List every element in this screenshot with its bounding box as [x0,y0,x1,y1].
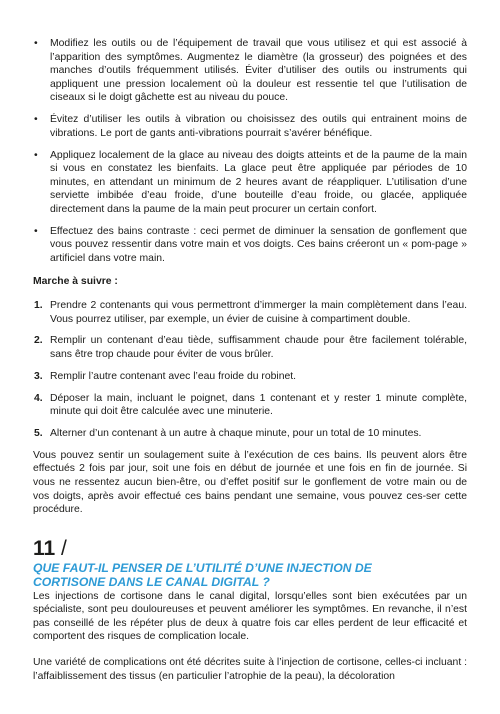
step-number: 3. [34,370,43,382]
bullet-icon: • [34,114,38,126]
list-item: • Modifiez les outils ou de l’équipement de travail que vous utilisez et qui est associé à l’apparition des symptômes. Augmentez le diamètre (la grosseur) des poignées et des manches d’outils fréquemment utilisés. Éviter d’utiliser des outils ou instruments qui appliquent une pression localement où la douleur est ressentie tel que l’utilisation de ciseaux si le doigt gâchette est au niveau du pouce. [34,38,467,104]
bullet-icon: • [34,149,38,161]
section-title: QUE FAUT-IL PENSER DE L’UTILITÉ D’UNE INJECTION DE CORTISONE DANS LE CANAL DIGITAL ? [33,560,372,590]
steps-list [33,299,467,441]
steps-heading: Marche à suivre : [33,276,118,288]
section-paragraph-1: Les injections de cortisone dans le canal digital, lorsqu’elles sont bien exécutées par un spécialiste, sont peu douloureuses et peuvent améliorer les symptômes. En revanche, il n’est pas conseillé de les répéter plus de deux à quatre fois car elles perdent de leur efficacité et comportent des risques de complication locale. [33,590,467,643]
step-number: 5. [34,427,43,439]
step-item: 5. Alterner d’un contenant à un autre à chaque minute, pour un total de 10 minutes. [34,427,422,439]
bullet-icon: • [34,38,38,49]
step-item: 4. Déposer la main, incluant le poignet, dans 1 contenant et y rester 1 minute complète, minute qui doit être calculée avec une minuterie. [34,392,467,418]
step-item: 3. Remplir l’autre contenant avec l’eau froide du robinet. [34,370,297,382]
after-steps-paragraph: Vous pouvez sentir un soulagement suite à l’exécution de ces bains. Ils peuvent alors être effectués 2 fois par jour, soit une fois en début de journée et une fois en fin de journée. Si vous ne ressentez aucun bien-être, ou d’effet positif sur le gonflement de votre main ou de vos doigts, après avoir effectué ces bains pendant une semaine, vous pouvez ces-ser cette procédure. [33,449,467,516]
list-item: • Appliquez localement de la glace au niveau des doigts atteints et de la paume de la main si vous en constatez les bienfaits. La glace peut être appliquée par périodes de 10 minutes, en attendant un minimum de 2 heures avant de réappliquer. L’utilisation d’une serviette imbibée d’eau froide, d’une bouteille d’eau froide, ou glacée, appliquée directement dans la paume de la main peut procurer un certain confort. [34,149,467,215]
list-item: • Évitez d’utiliser les outils à vibration ou choisissez des outils qui entrainent moins de vibrations. Le port de gants anti-vibrations pourrait s’avérer bénéfique. [34,114,467,139]
section-number: 11 / [33,536,67,560]
list-item: • Effectuez des bains contraste : ceci permet de diminuer la sensation de gonflement que vous pouvez ressentir dans votre main et vos doigts. Ces bains créeront un « pom-page » artificiel dans votre main. [34,225,467,264]
step-number: 4. [34,392,43,404]
step-number: 1. [34,300,43,312]
step-item: 1. Prendre 2 contenants qui vous permettront d’immerger la main complètement dans l’eau. Vous pourrez utiliser, par exemple, un évier de cuisine à compartiment double. [34,300,467,325]
step-item: 2. Remplir un contenant d’eau tiède, suffisamment chaude pour être facilement tolérable, sans être trop chaude pour éviter de vous brûler. [34,335,467,361]
section-paragraph-2: Une variété de complications ont été décrites suite à l’injection de cortisone, celles-ci incluant : l’affaiblissement des tissus (en particulier l’atrophie de la peau), la décoloration [33,656,467,682]
recommendations-list [33,37,467,265]
section-heading [33,537,467,590]
step-number: 2. [34,335,43,347]
bullet-icon: • [34,225,38,237]
